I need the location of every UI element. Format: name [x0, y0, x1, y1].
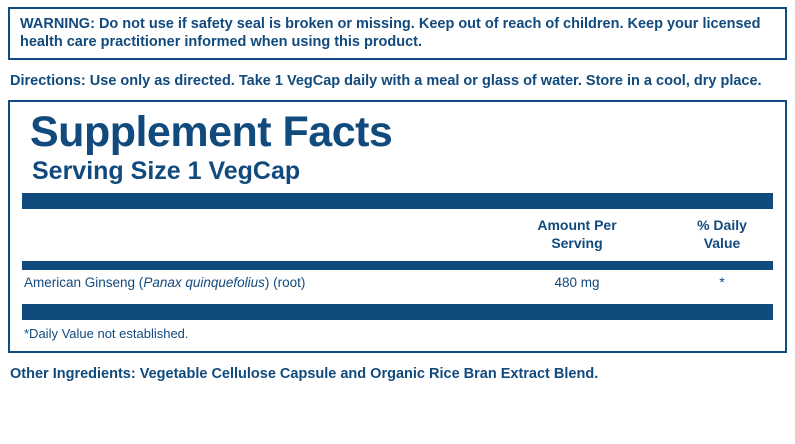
nutrient-name-pre: American Ginseng ( — [24, 275, 144, 291]
amount-per-serving-line1: Amount Per — [537, 217, 617, 234]
directions-text — [10, 72, 785, 90]
warning-label: WARNING: — [20, 16, 95, 32]
amount-per-serving-line2: Serving — [551, 234, 603, 251]
daily-value-footnote: *Daily Value not established. — [24, 326, 189, 342]
nutrient-name-latin: Panax quinquefolius — [143, 275, 265, 291]
table-row — [22, 270, 773, 296]
column-headers-row — [22, 209, 773, 261]
warning-text — [20, 15, 775, 51]
percent-daily-value-header — [662, 217, 782, 252]
other-ingredients-text — [10, 365, 785, 383]
directions-body: Use only as directed. Take 1 VegCap daily with a meal or glass of water. Store in a cool, dry place. — [85, 73, 762, 90]
divider-bar-top — [22, 193, 773, 209]
other-ingredients-label: Other Ingredients: — [10, 366, 136, 383]
warning-body: Do not use if safety seal is broken or missing. Keep out of reach of children. Keep your licensed health care practitioner informed when using this product. — [20, 16, 761, 51]
percent-daily-value-line1: % Daily — [697, 217, 747, 234]
percent-daily-value-line2: Value — [703, 234, 741, 251]
warning-box — [8, 7, 787, 60]
amount-per-serving-header — [502, 217, 652, 252]
supplement-facts-title: Supplement Facts — [30, 108, 393, 157]
directions-label: Directions: — [10, 73, 86, 90]
supplement-label-page — [0, 7, 795, 444]
nutrient-name-post: ) (root) — [264, 275, 306, 291]
supplement-facts-panel — [8, 100, 787, 353]
other-ingredients-body: Vegetable Cellulose Capsule and Organic Rice Bran Extract Blend. — [135, 366, 599, 383]
serving-size: Serving Size 1 VegCap — [32, 156, 301, 185]
nutrient-name — [24, 275, 305, 290]
nutrient-amount: 480 mg — [554, 275, 600, 291]
divider-bar-mid — [22, 261, 773, 270]
divider-bar-bottom — [22, 304, 773, 320]
nutrient-daily-value: * — [719, 275, 725, 291]
